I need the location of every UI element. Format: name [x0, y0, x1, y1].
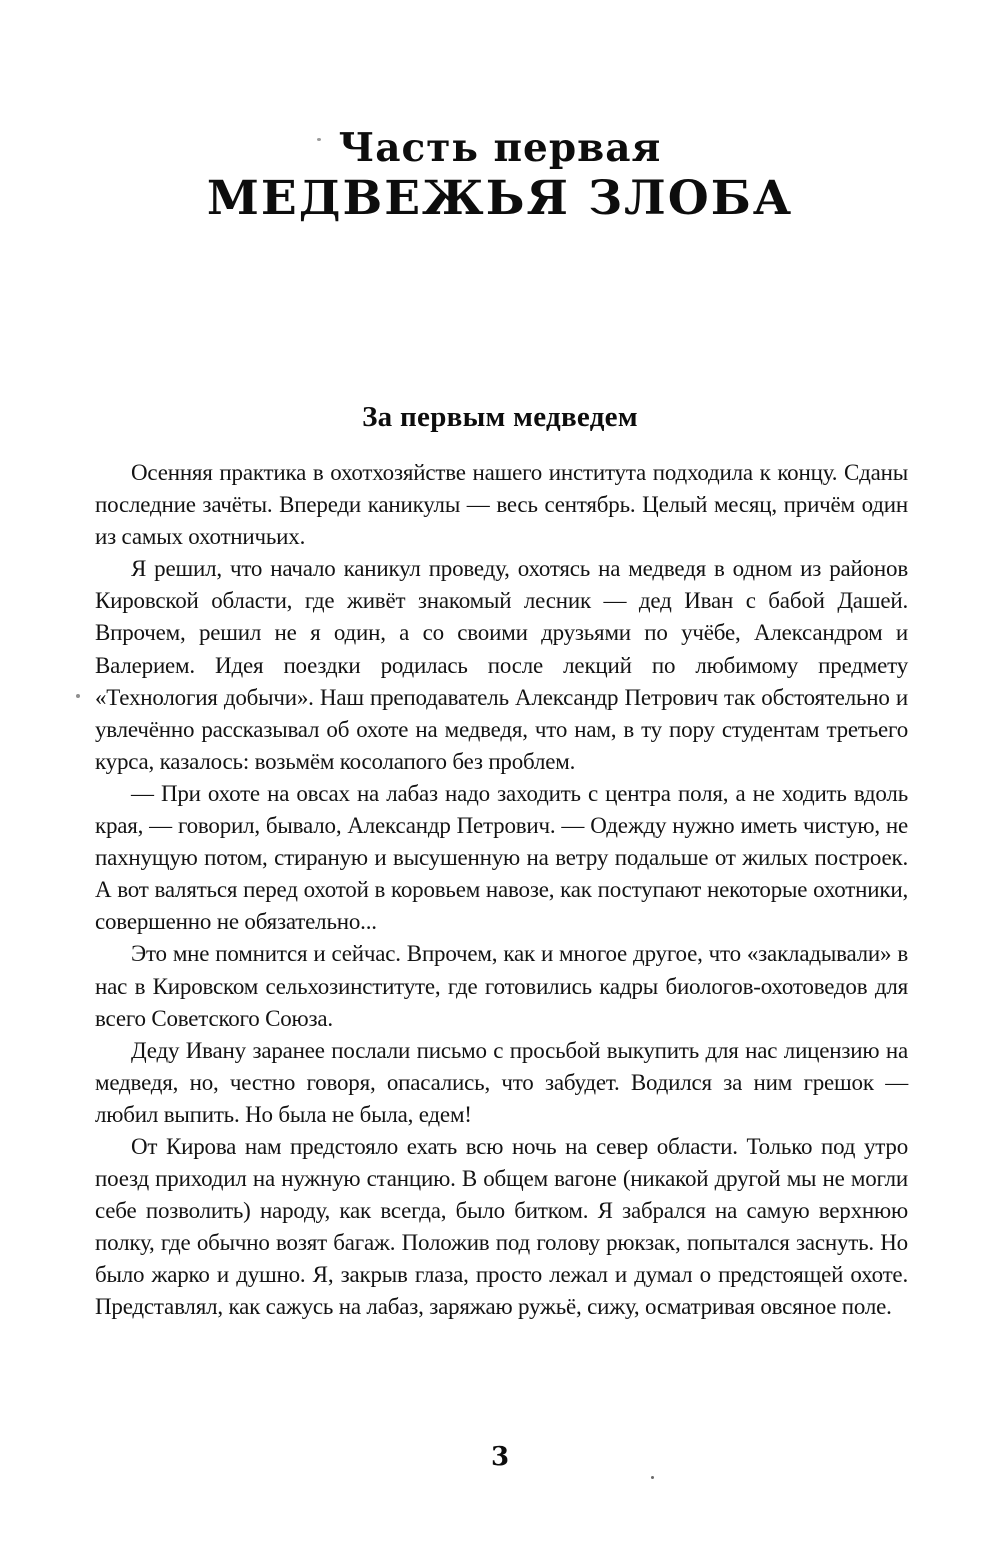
paragraph: Это мне помнится и сейчас. Впрочем, как и многое другое, что «закладывали» в нас в Кировском сельхозинституте, где готовились кадры биологов-охотоведов для всего Советского Союза. — [95, 941, 908, 1031]
page-number: 3 — [490, 1442, 510, 1472]
paragraph: Осенняя практика в охотхозяйстве нашего института подходила к концу. Сданы последние зачёты. Впереди каникулы — весь сентябрь. Целый месяц, причём один из самых охотничьих. — [95, 460, 908, 550]
scan-speck — [651, 1476, 654, 1479]
part-title-line1: Часть первая — [338, 125, 662, 171]
body-text — [95, 457, 908, 1324]
chapter-title: За первым медведем — [362, 401, 638, 433]
paragraph: Деду Ивану заранее послали письмо с просьбой выкупить для нас лицензию на медведя, но, честно говоря, опасались, что забудет. Водился за ним грешок — любил выпить. Но была не была, едем! — [95, 1037, 908, 1127]
scan-speck — [76, 694, 80, 698]
paragraph: — При охоте на овсах на лабаз надо заходить с центра поля, а не ходить вдоль края, — говорил, бывало, Александр Петрович. — Одежду нужно иметь чистую, не пахнущую потом, стираную и высушенную на ветру подальше от жилых построек. А вот валяться перед охотой в коровьем навозе, как поступают некоторые охотники, совершенно не обязательно... — [95, 780, 908, 935]
part-title — [0, 125, 1000, 226]
part-title-line2: МЕДВЕЖЬЯ ЗЛОБА — [206, 170, 794, 226]
paragraph: Я решил, что начало каникул проведу, охотясь на медведя в одном из районов Кировской области, где живёт знакомый лесник — дед Иван с бабой Дашей. Впрочем, решил не я один, а со своими друзьями по учёбе, Александром и Валерием. Идея поездки родилась после лекций по любимому предмету «Технология добычи». Наш преподаватель Александр Петрович так обстоятельно и увлечённо рассказывал об охоте на медведя, что нам, в ту пору студентам третьего курса, казалось: возьмём косолапого без проблем. — [95, 556, 908, 774]
paragraph: От Кирова нам предстояло ехать всю ночь на север области. Только под утро поезд приходил на нужную станцию. В общем вагоне (никакой другой мы не могли себе позволить) народу, как всегда, было битком. Я забрался на самую верхнюю полку, где обычно возят багаж. Положив под голову рюкзак, попытался заснуть. Но было жарко и душно. Я, закрыв глаза, просто лежал и думал о предстоящей охоте. Представлял, как сажусь на лабаз, заряжаю ружьё, сижу, осматривая овсяное поле. — [95, 1133, 908, 1320]
